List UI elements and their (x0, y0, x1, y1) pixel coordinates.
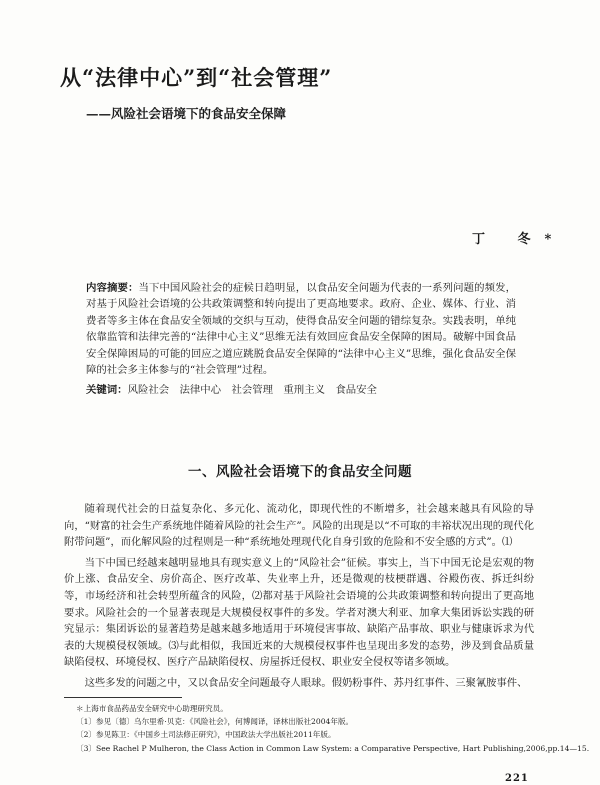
footnote: 〔2〕参见陈卫：《中国乡土司法修正研究》，中国政法大学出版社2011年版。 (76, 730, 336, 740)
section-heading: 一、风险社会语境下的食品安全问题 (188, 464, 412, 480)
body-text (64, 501, 534, 696)
paragraph: 随着现代社会的日益复杂化、多元化、流动化，即现代性的不断增多，社会越来越具有风险的导向，“财富的社会生产系统地伴随着风险的社会生产”。风险的出现是以“不可取的丰裕状况出现的现代化附带问题”，而化解风险的过程则是一种“系统地处理现代化自身引致的危险和不安全感的方式”。⑴ (64, 503, 534, 549)
footnote-divider (64, 697, 182, 698)
author-name: 丁 冬* (472, 232, 566, 247)
abstract-label: 内容摘要： (86, 282, 139, 294)
abstract-text: 当下中国风险社会的症候日趋明显，以食品安全问题为代表的一系列问题的频发，对基于风险社会语境的公共政策调整和转向提出了更高地要求。政府、企业、媒体、行业、消费者等多主体在食品安全领域的交织与互动，使得食品安全问题的错综复杂。实践表明，单纯依靠监管和法律完善的“法律中心主义”思维无法有效回应食品安全保障的困局。破解中国食品安全保障困局的可能的回应之道应跳脱食品安全保障的“法律中心主义”思维，强化食品安全保障的社会多主体参与的“社会管理”过程。 (86, 282, 516, 377)
article-subtitle: ——风险社会语境下的食品安全保障 (86, 106, 287, 121)
keywords-label: 关键词： (86, 384, 128, 396)
paragraph: 这些多发的问题之中，又以食品安全问题最夺人眼球。假奶粉事件、苏丹红事件、三聚氰胺事件、 (84, 676, 528, 689)
footnote: ＊上海市食品药品安全研究中心助理研究员。 (76, 704, 228, 713)
paragraph: 当下中国已经越来越明显地具有现实意义上的“风险社会”征候。事实上，当下中国无论是宏观的物价上涨、食品安全、房价高企、医疗改革、失业率上升，还是微观的枝梗群遇、谷殿伤夜、拆迁纠纷等，市场经济和社会转型所蕴含的风险，⑵都对基于风险社会语境的公共政策调整和转向提出了更高地要求。风险社会的一个显著表现是大规模侵权事件的多发。学者对澳大利亚、加拿大集团诉讼实践的研究显示：集团诉讼的显著趋势是越来越多地适用于环境侵害事故、缺陷产品事故、职业与健康诉求为代表的大规模侵权领域。⑶与此相似，我国近来的大规模侵权事件也呈现出多发的态势，涉及到食品质量缺陷侵权、环境侵权、医疗产品缺陷侵权、房屋拆迁侵权、职业安全侵权等诸多领域。 (64, 556, 534, 669)
article-title: 从“法律中心”到“社会管理” (60, 65, 333, 90)
abstract (86, 280, 516, 378)
keywords-text: 风险社会 法律中心 社会管理 重刑主义 食品安全 (127, 384, 377, 396)
page-number: 221 (505, 773, 529, 784)
keywords (86, 382, 516, 398)
footnote: 〔1〕参见〔德〕乌尔里希·贝克：《风险社会》，何博闻译，译林出版社2004年版。 (76, 717, 354, 727)
footnote: 〔3〕See Rachel P Mulheron, the Class Action in Common Law System: a Comparative Perspective, Hart Publishing,2006,pp.14—15. (76, 743, 590, 753)
footnotes (76, 702, 590, 755)
